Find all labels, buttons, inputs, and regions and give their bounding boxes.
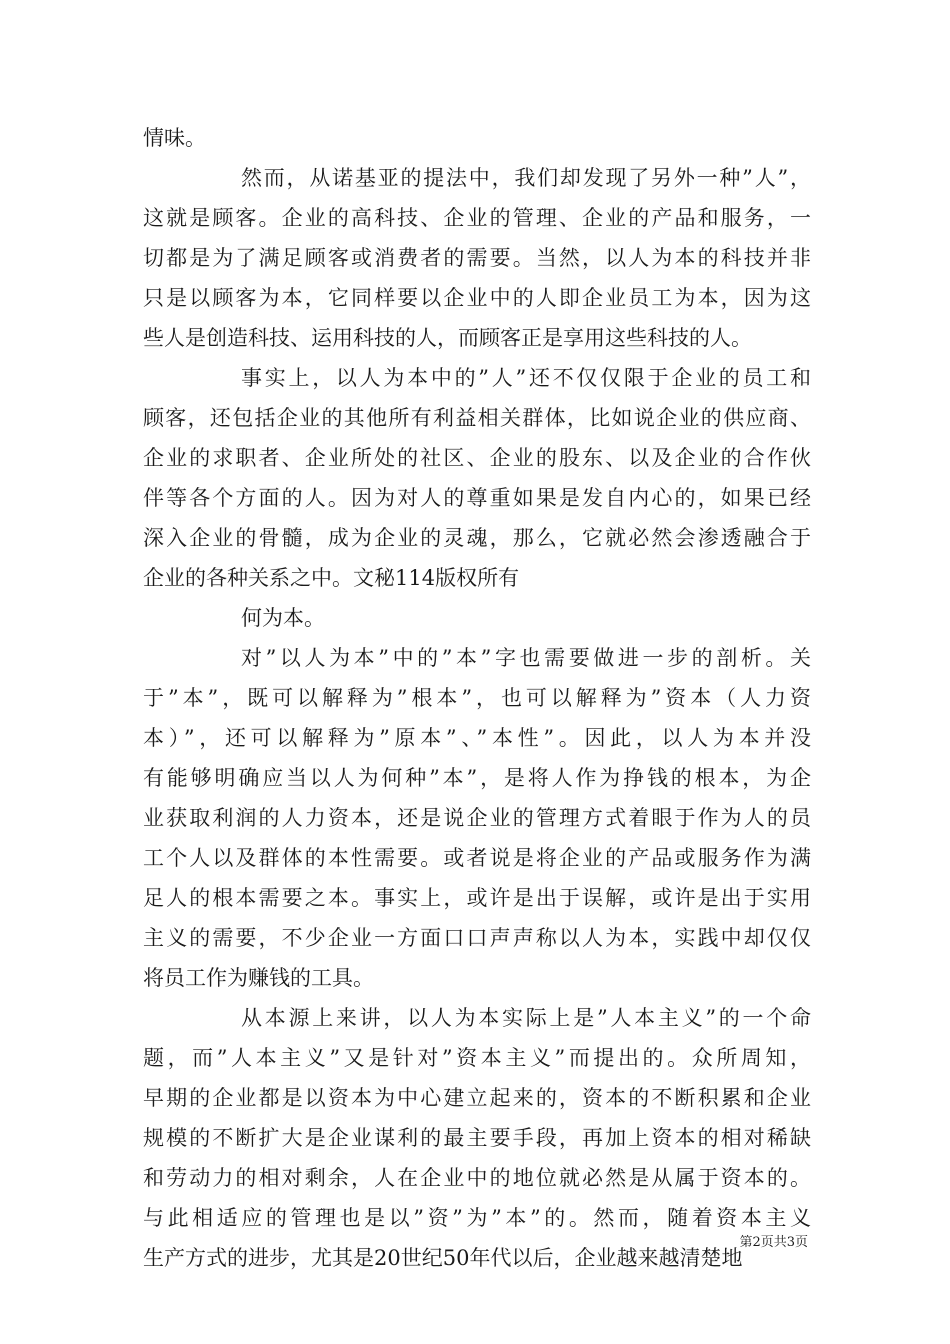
paragraph-4-line-1: 何为本。 bbox=[241, 606, 325, 630]
paragraph-3-line-5: 深入企业的骨髓，成为企业的灵魂，那么，它就必然会渗透融合于 bbox=[143, 526, 811, 550]
paragraph-5-line-3: 本）”，还可以解释为”原本”、”本性”。因此，以人为本并没 bbox=[143, 726, 811, 750]
paragraph-6-line-5: 和劳动力的相对剩余，人在企业中的地位就必然是从属于资本的。 bbox=[143, 1166, 811, 1190]
paragraph-6-line-1: 从本源上来讲，以人为本实际上是”人本主义”的一个命 bbox=[241, 1006, 811, 1030]
paragraph-2-line-4: 只是以顾客为本，它同样要以企业中的人即企业员工为本，因为这 bbox=[143, 286, 811, 310]
paragraph-5-line-9: 将员工作为赚钱的工具。 bbox=[143, 966, 374, 990]
paragraph-6-line-7: 生产方式的进步，尤其是20世纪50年代以后，企业越来越清楚地 bbox=[143, 1246, 743, 1270]
paragraph-6-line-3: 早期的企业都是以资本为中心建立起来的，资本的不断积累和企业 bbox=[143, 1086, 811, 1110]
page-number: 第2页共3页 bbox=[739, 1235, 808, 1250]
paragraph-3-line-6: 企业的各种关系之中。文秘114版权所有 bbox=[143, 566, 520, 590]
paragraph-2-line-2: 这就是顾客。企业的高科技、企业的管理、企业的产品和服务，一 bbox=[143, 206, 811, 230]
paragraph-5-line-7: 足人的根本需要之本。事实上，或许是出于误解，或许是出于实用 bbox=[143, 886, 811, 910]
paragraph-6-line-6: 与此相适应的管理也是以”资”为”本”的。然而，随着资本主义 bbox=[143, 1206, 811, 1230]
paragraph-5-line-6: 工个人以及群体的本性需要。或者说是将企业的产品或服务作为满 bbox=[143, 846, 811, 870]
paragraph-3-line-4: 伴等各个方面的人。因为对人的尊重如果是发自内心的，如果已经 bbox=[143, 486, 811, 510]
paragraph-6-line-4: 规模的不断扩大是企业谋利的最主要手段，再加上资本的相对稀缺 bbox=[143, 1126, 811, 1150]
paragraph-3-line-2: 顾客，还包括企业的其他所有利益相关群体，比如说企业的供应商、 bbox=[143, 406, 811, 430]
paragraph-3-line-3: 企业的求职者、企业所处的社区、企业的股东、以及企业的合作伙 bbox=[143, 446, 811, 470]
paragraph-5-line-4: 有能够明确应当以人为何种”本”，是将人作为挣钱的根本，为企 bbox=[143, 766, 811, 790]
paragraph-2-line-3: 切都是为了满足顾客或消费者的需要。当然，以人为本的科技并非 bbox=[143, 246, 811, 270]
paragraph-2-line-5: 些人是创造科技、运用科技的人，而顾客正是享用这些科技的人。 bbox=[143, 326, 752, 350]
paragraph-5-line-2: 于”本”，既可以解释为”根本”，也可以解释为”资本（人力资 bbox=[143, 686, 811, 710]
paragraph-1-line-1: 情味。 bbox=[143, 126, 206, 150]
paragraph-3-line-1: 事实上，以人为本中的”人”还不仅仅限于企业的员工和 bbox=[241, 366, 811, 390]
paragraph-6-line-2: 题，而”人本主义”又是针对”资本主义”而提出的。众所周知， bbox=[143, 1046, 811, 1070]
paragraph-5-line-8: 主义的需要，不少企业一方面口口声声称以人为本，实践中却仅仅 bbox=[143, 926, 811, 950]
paragraph-2-line-1: 然而，从诺基亚的提法中，我们却发现了另外一种”人”， bbox=[241, 166, 811, 190]
document-body bbox=[143, 118, 811, 1278]
paragraph-5-line-1: 对”以人为本”中的”本”字也需要做进一步的剖析。关 bbox=[241, 646, 811, 670]
paragraph-5-line-5: 业获取利润的人力资本，还是说企业的管理方式着眼于作为人的员 bbox=[143, 806, 811, 830]
